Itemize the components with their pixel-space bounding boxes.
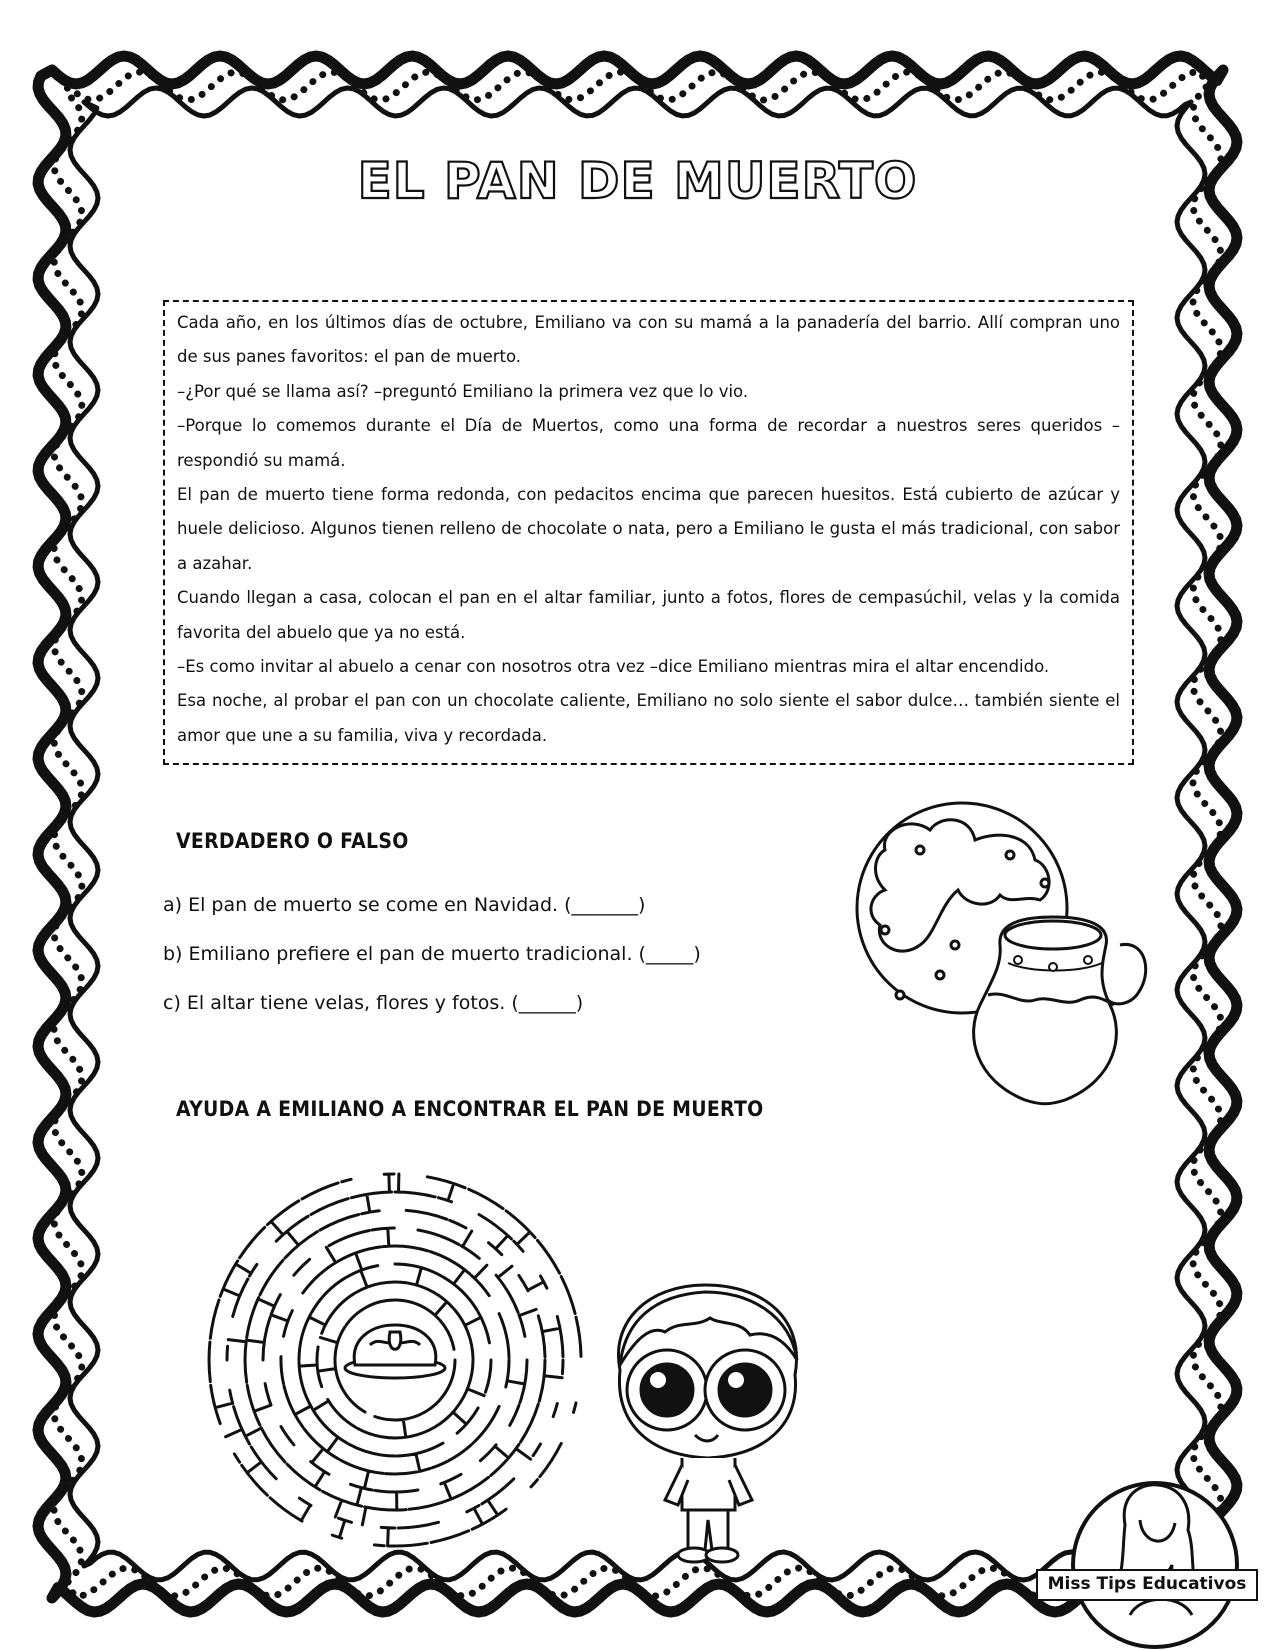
logo-badge [1070,1455,1240,1650]
maze-center-bread-icon [345,1325,445,1378]
story-paragraph: Cuando llegan a casa, colocan el pan en el altar familiar, junto a fotos, flores de cempasúchil, velas y la comida favorita del abuelo que ya no está. [177,588,1120,642]
logo-text: Miss Tips Educativos [1036,1569,1258,1601]
page-title: EL PAN DE MUERTO [357,152,918,210]
story-paragraph: –Porque lo comemos durante el Día de Muertos, como una forma de recordar a nuestros seres queridos –respondió su mamá. [177,416,1120,470]
maze-heading: AYUDA A EMILIANO A ENCONTRAR EL PAN DE MUERTO [176,1097,764,1121]
true-false-heading: VERDADERO O FALSO [176,829,409,853]
true-false-item-c[interactable]: c) El altar tiene velas, flores y fotos. (______) [163,992,584,1014]
true-false-item-b[interactable]: b) Emiliano prefiere el pan de muerto tradicional. (_____) [163,943,701,965]
pants-icon [688,1510,728,1550]
story-paragraph: Esa noche, al probar el pan con un chocolate caliente, Emiliano no solo siente el sabor dulce… también siente el amor que une a su familia, viva y recordada. [177,691,1120,745]
story-paragraph: –Es como invitar al abuelo a cenar con nosotros otra vez –dice Emiliano mientras mira el altar encendido. [177,657,1050,677]
story-paragraph: El pan de muerto tiene forma redonda, con pedacitos encima que parecen huesitos. Está cubierto de azúcar y huele delicioso. Algunos tienen relleno de chocolate o nata, pero a Emiliano le gusta el más tradicional, con sabor a azahar. [177,485,1120,573]
story-box [163,300,1134,765]
story-paragraph: Cada año, en los últimos días de octubre, Emiliano va con su mamá a la panadería del barrio. Allí compran uno de sus panes favoritos: el pan de muerto. [177,313,1120,367]
circular-maze[interactable] [195,1160,595,1560]
true-false-item-a[interactable]: a) El pan de muerto se come en Navidad. (_______) [163,894,646,916]
story-paragraph: –¿Por qué se llama así? –preguntó Emiliano la primera vez que lo vio. [177,381,749,401]
bread-and-jug-illustration [840,795,1170,1115]
chocolate-jug-icon [974,917,1146,1104]
shirt-icon [682,1458,735,1510]
emiliano-character [600,1280,820,1570]
